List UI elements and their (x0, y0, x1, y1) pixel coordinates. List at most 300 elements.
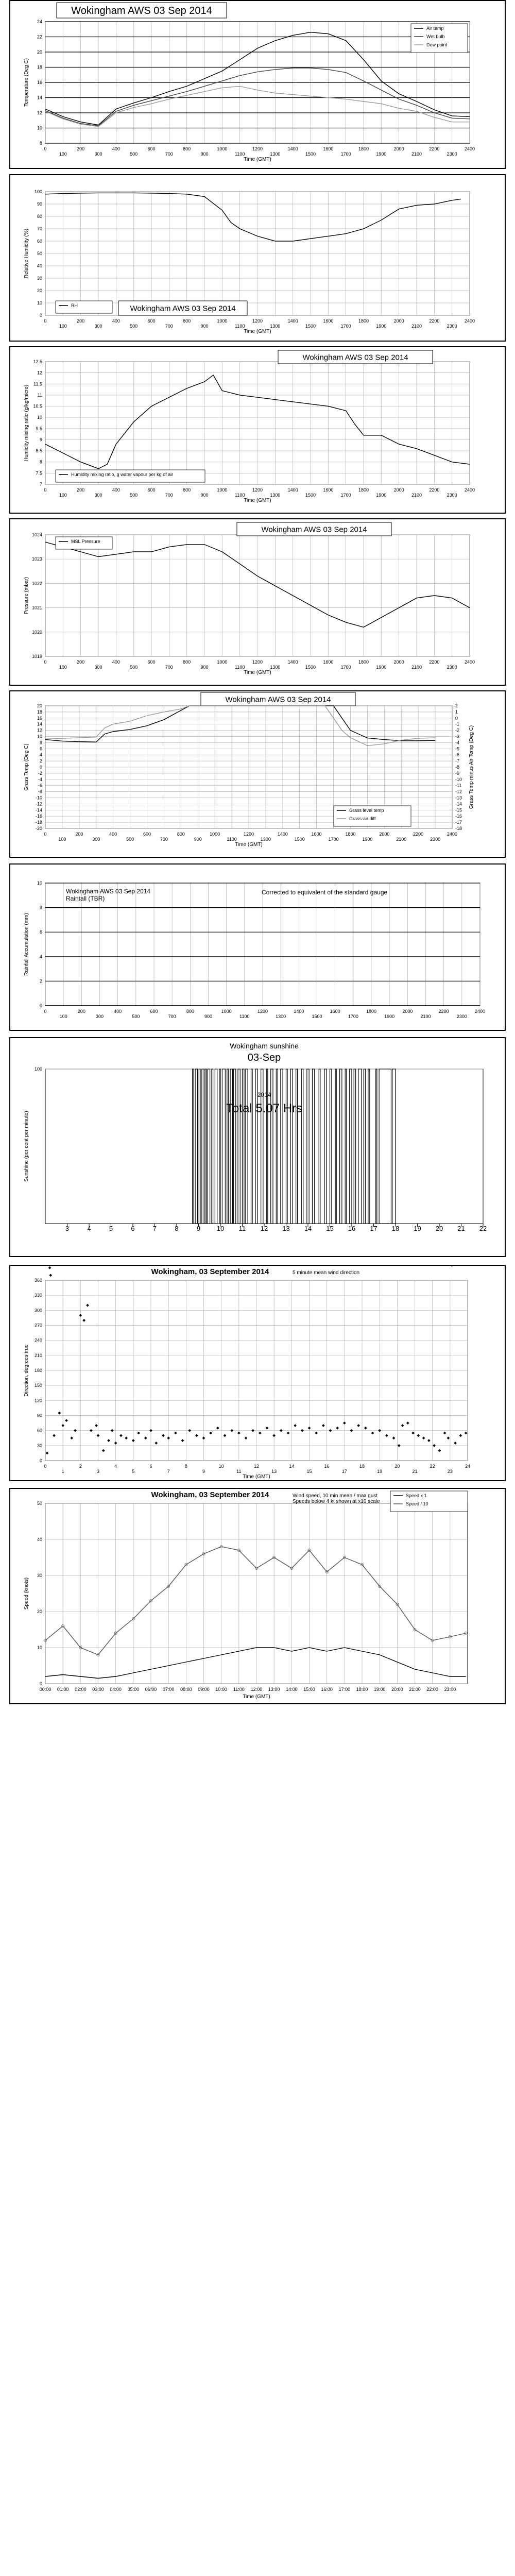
x-tick-label: 2400 (464, 146, 475, 151)
y-tick-label: 1021 (31, 605, 42, 611)
x-axis-label: Time (GMT) (244, 329, 271, 334)
y-tick-label: 180 (34, 1368, 42, 1373)
x-tick-label: 200 (75, 832, 83, 837)
x-tick-label: 1400 (287, 146, 298, 151)
pressure-chart-panel (9, 518, 506, 686)
x-tick-label: 11 (238, 1225, 246, 1232)
x-tick-label: 2400 (464, 318, 475, 324)
x-tick-label: 2200 (429, 146, 440, 151)
y-tick-label: 9 (39, 437, 42, 443)
x-tick-label: 800 (183, 659, 191, 665)
y-tick-label: 8.5 (36, 448, 42, 454)
x-tick-label: 20 (394, 1464, 400, 1469)
x-tick-label: 1800 (358, 659, 369, 665)
x-tick-label: 22 (430, 1464, 435, 1469)
x-tick-label: 8 (184, 1464, 187, 1469)
x-tick-label: 1600 (311, 832, 322, 837)
x-tick-label: 1500 (294, 837, 305, 842)
x-tick-label: 01:00 (57, 1687, 69, 1692)
y-tick-label: -4 (38, 776, 42, 782)
x-tick-label: 2300 (456, 1014, 467, 1019)
y-axis-label: Sunshine (per cent per minute) (24, 1111, 29, 1182)
sunshine-chart-panel (9, 1037, 506, 1257)
chart-note: Speeds below 4 kt shown at x10 scale (293, 1499, 380, 1504)
x-tick-label: 1600 (323, 487, 334, 493)
x-tick-label: 2200 (429, 318, 440, 324)
x-tick-label: 1800 (358, 146, 369, 151)
y-tick-label: 10 (37, 1645, 42, 1650)
x-tick-label: 300 (95, 1014, 104, 1019)
y-tick-label: 12 (37, 727, 42, 733)
x-tick-label: 22:00 (426, 1687, 438, 1692)
x-tick-label: 2400 (464, 659, 475, 665)
x-tick-label: 1600 (323, 146, 334, 151)
chart-title: Wokingham sunshine (230, 1042, 299, 1050)
rainfall-chart-panel (9, 863, 506, 1031)
legend-label: Grass-air diff (349, 816, 376, 821)
x-tick-label: 800 (183, 146, 191, 151)
x-tick-label: 1900 (362, 837, 373, 842)
x-tick-label: 1000 (221, 1009, 232, 1014)
x-tick-label: 14:00 (286, 1687, 298, 1692)
chart-title: Wokingham AWS 03 Sep 2014 (71, 5, 212, 16)
x-tick-label: 24 (465, 1464, 471, 1469)
x-tick-label: 2000 (393, 659, 404, 665)
x-tick-label: 1000 (210, 832, 220, 837)
y2-tick-label: -6 (455, 752, 460, 758)
x-tick-label: 9 (202, 1469, 205, 1474)
wind-direction-chart (10, 1266, 505, 1480)
x-tick-label: 700 (165, 493, 173, 498)
x-tick-label: 18 (359, 1464, 365, 1469)
legend-label: Speed / 10 (406, 1501, 428, 1506)
x-tick-label: 2000 (379, 832, 390, 837)
x-tick-label: 1300 (270, 665, 281, 670)
y-tick-label: 90 (37, 1413, 42, 1418)
y2-tick-label: -17 (455, 820, 462, 825)
chart-subtitle: Wind speed, 10 min mean / max gust (293, 1493, 378, 1499)
x-tick-label: 11 (236, 1469, 242, 1474)
x-tick-label: 1800 (358, 487, 369, 493)
rainfall-chart (10, 865, 505, 1030)
chart-subtitle: 5 minute mean wind direction (293, 1270, 360, 1276)
y-tick-label: 60 (37, 1428, 42, 1433)
legend-label: Humidity mixing ratio, g water vapour per kg of air (71, 472, 174, 477)
x-tick-label: 5 (109, 1225, 113, 1232)
y-tick-label: 18 (37, 64, 42, 70)
x-tick-label: 1000 (217, 146, 228, 151)
x-tick-label: 6 (131, 1225, 135, 1232)
x-tick-label: 600 (143, 832, 151, 837)
legend-label: Wet bulb (426, 34, 445, 39)
x-tick-label: 0 (44, 1009, 47, 1014)
x-tick-label: 02:00 (75, 1687, 87, 1692)
y2-tick-label: -16 (455, 814, 462, 819)
y-tick-label: 120 (34, 1398, 42, 1403)
x-tick-label: 1200 (252, 659, 263, 665)
y-tick-label: 30 (37, 276, 42, 281)
x-tick-label: 500 (130, 665, 138, 670)
y-tick-label: 150 (34, 1383, 42, 1388)
x-tick-label: 0 (44, 146, 47, 151)
x-tick-label: 1400 (287, 318, 298, 324)
wind-direction-point (450, 1266, 453, 1267)
x-tick-label: 2100 (420, 1014, 431, 1019)
x-tick-label: 500 (132, 1014, 140, 1019)
x-tick-label: 7 (167, 1469, 170, 1474)
x-tick-label: 6 (149, 1464, 152, 1469)
temperature-chart (10, 1, 505, 168)
x-tick-label: 2300 (447, 493, 457, 498)
x-tick-label: 4 (114, 1464, 117, 1469)
x-tick-label: 1400 (287, 487, 298, 493)
y-tick-label: 16 (37, 715, 42, 721)
y2-tick-label: -18 (455, 826, 462, 831)
y2-tick-label: -7 (455, 758, 460, 764)
x-tick-label: 200 (77, 1009, 85, 1014)
x-tick-label: 1000 (217, 318, 228, 324)
x-tick-label: 800 (183, 487, 191, 493)
legend-label: MSL Pressure (71, 539, 100, 544)
x-tick-label: 400 (112, 318, 120, 324)
x-tick-label: 09:00 (198, 1687, 210, 1692)
x-tick-label: 2100 (411, 151, 422, 157)
x-tick-label: 1500 (312, 1014, 322, 1019)
x-tick-label: 4 (87, 1225, 91, 1232)
y-tick-label: 0 (39, 765, 42, 770)
y2-tick-label: -13 (455, 795, 462, 801)
x-tick-label: 04:00 (110, 1687, 122, 1692)
x-tick-label: 00:00 (39, 1687, 52, 1692)
y-tick-label: 0 (39, 1458, 42, 1463)
x-tick-label: 1700 (340, 324, 351, 329)
x-tick-label: 10 (216, 1225, 225, 1232)
x-tick-label: 1300 (270, 151, 281, 157)
x-tick-label: 1500 (305, 493, 316, 498)
y-tick-label: -14 (35, 807, 42, 813)
y-tick-label: 8 (39, 459, 42, 465)
y-tick-label: 7.5 (36, 470, 42, 476)
chart-year: 2014 (257, 1091, 271, 1098)
x-tick-label: 2300 (447, 324, 457, 329)
x-tick-label: 900 (200, 665, 209, 670)
x-tick-label: 300 (94, 324, 102, 329)
x-tick-label: 20 (435, 1225, 443, 1232)
x-tick-label: 2000 (393, 318, 404, 324)
y-tick-label: -16 (35, 814, 42, 819)
x-tick-label: 15 (306, 1469, 312, 1474)
x-tick-label: 21 (457, 1225, 465, 1232)
x-tick-label: 5 (132, 1469, 135, 1474)
x-tick-label: 2000 (393, 487, 404, 493)
x-tick-label: 1 (61, 1469, 64, 1474)
sunshine-chart (10, 1038, 505, 1256)
x-tick-label: 12 (253, 1464, 260, 1469)
wind-direction-point (48, 1266, 52, 1269)
x-tick-label: 0 (44, 659, 47, 665)
x-tick-label: 400 (112, 146, 120, 151)
x-tick-label: 2100 (411, 665, 422, 670)
y2-tick-label: -1 (455, 721, 460, 727)
y-tick-label: 20 (37, 288, 42, 293)
y-tick-label: 0 (39, 1003, 42, 1008)
y-tick-label: 40 (37, 1537, 42, 1542)
y-tick-label: 2 (39, 978, 42, 984)
x-tick-label: 17 (341, 1469, 347, 1474)
x-tick-label: 1600 (323, 318, 334, 324)
x-tick-label: 0 (44, 487, 47, 493)
x-axis-label: Time (GMT) (244, 498, 271, 503)
y-tick-label: 210 (34, 1352, 42, 1358)
x-tick-label: 400 (112, 487, 120, 493)
legend-box (56, 301, 112, 313)
x-tick-label: 15:00 (303, 1687, 315, 1692)
y-tick-label: 24 (37, 19, 42, 24)
x-tick-label: 8 (175, 1225, 179, 1232)
x-tick-label: 2300 (447, 665, 457, 670)
legend-label: Dew point (426, 42, 448, 47)
y2-tick-label: -11 (455, 783, 462, 788)
x-tick-label: 13:00 (268, 1687, 280, 1692)
x-axis-label: Time (GMT) (243, 1694, 270, 1700)
x-tick-label: 12:00 (250, 1687, 263, 1692)
x-tick-label: 900 (200, 493, 209, 498)
x-tick-label: 900 (204, 1014, 213, 1019)
x-axis-label: Time (GMT) (243, 1474, 270, 1480)
x-axis-label: Time (GMT) (244, 157, 271, 162)
x-tick-label: 200 (77, 318, 85, 324)
y2-tick-label: -5 (455, 746, 460, 752)
grass-temp-chart (10, 691, 505, 857)
x-tick-label: 1200 (252, 318, 263, 324)
chart-title: Wokingham AWS 03 Sep 2014 (261, 525, 367, 534)
x-tick-label: 1200 (243, 832, 254, 837)
x-tick-label: 1300 (270, 493, 281, 498)
y-tick-label: 20 (37, 1609, 42, 1614)
y-tick-label: 1020 (31, 629, 42, 635)
y-tick-label: 14 (37, 721, 42, 727)
x-tick-label: 2100 (396, 837, 407, 842)
x-tick-label: 10 (218, 1464, 224, 1469)
chart-subtitle: Raintall (TBR) (66, 895, 105, 902)
x-tick-label: 700 (165, 665, 173, 670)
x-tick-label: 500 (130, 493, 138, 498)
x-tick-label: 1000 (217, 659, 228, 665)
y-tick-label: -18 (35, 820, 42, 825)
x-tick-label: 700 (165, 151, 173, 157)
x-tick-label: 22 (479, 1225, 487, 1232)
x-tick-label: 500 (130, 324, 138, 329)
y2-tick-label: -4 (455, 740, 460, 745)
y-tick-label: 22 (37, 34, 42, 40)
x-tick-label: 1500 (305, 665, 316, 670)
x-tick-label: 1500 (305, 151, 316, 157)
y-tick-label: -12 (35, 801, 42, 807)
y-tick-label: 40 (37, 263, 42, 268)
y-axis-label: Direction, degrees true (24, 1344, 29, 1397)
y-tick-label: 100 (34, 1066, 42, 1072)
x-tick-label: 2200 (429, 487, 440, 493)
x-tick-label: 400 (109, 832, 117, 837)
x-tick-label: 2400 (474, 1009, 486, 1014)
y-tick-label: -20 (35, 826, 42, 831)
x-tick-label: 200 (77, 487, 85, 493)
x-tick-label: 17:00 (338, 1687, 351, 1692)
y-tick-label: 8 (39, 905, 42, 910)
x-tick-label: 100 (59, 493, 67, 498)
x-tick-label: 18 (391, 1225, 400, 1232)
y2-tick-label: -15 (455, 807, 462, 813)
y-axis-label: Rainfall Accumulation (mm) (24, 913, 29, 976)
x-tick-label: 900 (194, 837, 202, 842)
x-tick-label: 2300 (430, 837, 441, 842)
x-tick-label: 1400 (277, 832, 288, 837)
y-tick-label: -6 (38, 783, 42, 788)
y-tick-label: 8 (39, 740, 42, 745)
x-tick-label: 100 (59, 1014, 67, 1019)
y-tick-label: 1019 (31, 654, 42, 659)
x-tick-label: 1300 (276, 1014, 286, 1019)
chart-title: Wokingham AWS 03 Sep 2014 (302, 353, 408, 362)
x-tick-label: 1100 (227, 837, 237, 842)
x-tick-label: 2200 (413, 832, 424, 837)
y-axis-label: Humidity mixing ratio (g/kg/micro) (24, 384, 29, 462)
x-tick-label: 23 (447, 1469, 453, 1474)
y-tick-label: 6 (39, 746, 42, 752)
pressure-chart (10, 519, 505, 685)
y-tick-label: 10 (37, 880, 42, 886)
x-tick-label: 17 (370, 1225, 377, 1232)
y-tick-label: 1023 (31, 556, 42, 562)
x-tick-label: 300 (92, 837, 100, 842)
x-tick-label: 100 (58, 837, 66, 842)
x-tick-label: 1900 (376, 665, 387, 670)
x-tick-label: 1900 (376, 493, 387, 498)
y-tick-label: 80 (37, 214, 42, 219)
chart-title: Wokingham AWS 03 Sep 2014 (130, 304, 236, 313)
x-tick-label: 1900 (376, 151, 387, 157)
x-tick-label: 07:00 (162, 1687, 175, 1692)
x-tick-label: 200 (77, 659, 85, 665)
x-tick-label: 300 (94, 151, 102, 157)
x-tick-label: 1200 (252, 146, 263, 151)
humidity-chart-panel (9, 174, 506, 342)
y2-tick-label: -3 (455, 734, 460, 739)
x-tick-label: 20:00 (391, 1687, 403, 1692)
x-tick-label: 1100 (234, 493, 245, 498)
x-tick-label: 1700 (328, 837, 339, 842)
y-tick-label: 240 (34, 1337, 42, 1343)
legend-label: RH (71, 303, 78, 308)
x-tick-label: 1800 (358, 318, 369, 324)
x-tick-label: 16 (324, 1464, 330, 1469)
y-tick-label: -10 (35, 795, 42, 801)
x-tick-label: 600 (147, 659, 156, 665)
y-tick-label: 70 (37, 226, 42, 231)
x-tick-label: 1400 (294, 1009, 304, 1014)
x-tick-label: 03:00 (92, 1687, 104, 1692)
x-tick-label: 100 (59, 665, 67, 670)
x-tick-label: 500 (126, 837, 134, 842)
y-tick-label: 270 (34, 1323, 42, 1328)
y-tick-label: 18 (37, 709, 42, 715)
x-tick-label: 400 (112, 659, 120, 665)
x-axis-label: Time (GMT) (235, 842, 263, 848)
chart-title: Wokingham, 03 September 2014 (151, 1490, 269, 1499)
y-tick-label: 0 (39, 1681, 42, 1686)
x-tick-label: 600 (150, 1009, 158, 1014)
x-tick-label: 300 (94, 665, 102, 670)
x-tick-label: 1000 (217, 487, 228, 493)
x-tick-label: 13 (282, 1225, 290, 1232)
x-tick-label: 700 (160, 837, 168, 842)
y2-tick-label: 2 (455, 703, 458, 708)
x-tick-label: 18:00 (356, 1687, 368, 1692)
x-tick-label: 2400 (464, 487, 475, 493)
x-tick-label: 05:00 (127, 1687, 140, 1692)
y-tick-label: -2 (38, 770, 42, 776)
y-tick-label: 10.5 (33, 403, 42, 409)
y-tick-label: 20 (37, 49, 42, 55)
x-tick-label: 11:00 (233, 1687, 245, 1692)
x-tick-label: 600 (147, 146, 156, 151)
wind-direction-point (49, 1274, 52, 1277)
x-tick-label: 3 (96, 1469, 100, 1474)
x-tick-label: 10:00 (215, 1687, 227, 1692)
y-tick-label: 7 (39, 482, 42, 487)
x-tick-label: 1200 (257, 1009, 268, 1014)
y-axis-label: Speed (knots) (24, 1577, 29, 1610)
x-tick-label: 0 (44, 1464, 47, 1469)
y-tick-label: 50 (37, 251, 42, 256)
x-tick-label: 08:00 (180, 1687, 192, 1692)
x-tick-label: 16:00 (321, 1687, 333, 1692)
x-tick-label: 21:00 (409, 1687, 421, 1692)
x-tick-label: 900 (200, 324, 209, 329)
y-tick-label: 11 (37, 392, 42, 398)
x-tick-label: 2 (79, 1464, 82, 1469)
legend-label: Air temp (426, 26, 444, 31)
y2-tick-label: 0 (455, 715, 458, 721)
x-tick-label: 1600 (323, 659, 334, 665)
x-tick-label: 19 (377, 1469, 383, 1474)
y2-tick-label: 1 (455, 709, 458, 715)
y-tick-label: 300 (34, 1308, 42, 1313)
x-tick-label: 100 (59, 151, 67, 157)
y-tick-label: 9.5 (36, 426, 42, 431)
grass-temp-chart-panel (9, 690, 506, 858)
y-tick-label: 12 (37, 370, 42, 376)
x-tick-label: 0 (44, 832, 47, 837)
y-tick-label: 10 (37, 125, 42, 131)
x-tick-label: 16 (348, 1225, 356, 1232)
y2-tick-label: -2 (455, 727, 460, 733)
x-tick-label: 1100 (234, 151, 245, 157)
y2-tick-label: -10 (455, 776, 462, 782)
x-tick-label: 7 (152, 1225, 157, 1232)
x-tick-label: 13 (271, 1469, 277, 1474)
y-tick-label: 60 (37, 239, 42, 244)
x-tick-label: 700 (168, 1014, 176, 1019)
legend-box (390, 1491, 468, 1512)
y-axis-label: Relative Humidity (%) (24, 228, 29, 279)
chart-note: Corrected to equivalent of the standard gauge (262, 889, 388, 896)
chart-title: Wokingham AWS 03 Sep 2014 (66, 888, 151, 895)
x-tick-label: 1100 (234, 665, 245, 670)
x-tick-label: 2400 (447, 832, 458, 837)
x-tick-label: 100 (59, 324, 67, 329)
x-tick-label: 1300 (270, 324, 281, 329)
